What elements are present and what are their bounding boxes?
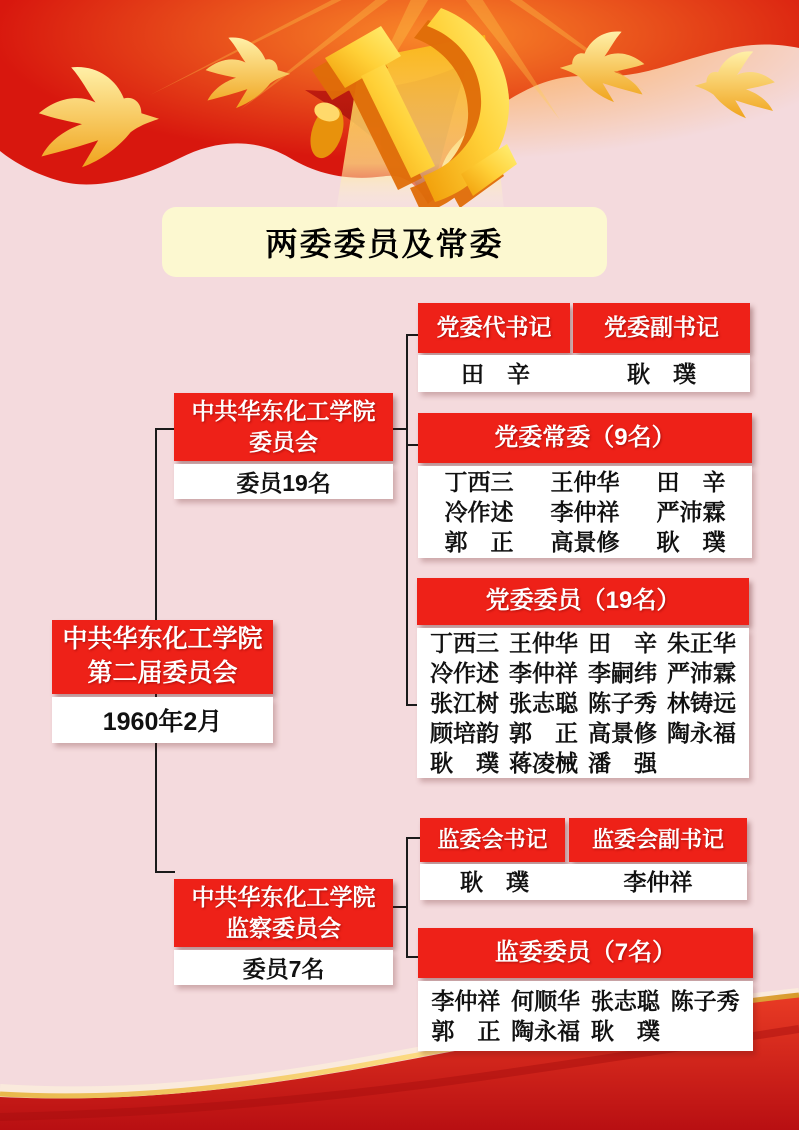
member-name: 陶永福 (667, 720, 736, 746)
member-name: 陈子秀 (588, 690, 657, 716)
page-title-text: 两委委员及常委 (265, 226, 504, 262)
party-standing-header (418, 413, 752, 463)
member-name: 朱正华 (667, 630, 736, 656)
member-name: 郭 正 (444, 529, 514, 555)
member-name: 严沛霖 (667, 660, 736, 686)
supervisory-secretary-header (420, 818, 565, 862)
party-secretaries-card (418, 303, 750, 392)
member-name: 丁西三 (430, 630, 499, 656)
member-name: 耿 璞 (590, 1018, 660, 1044)
supervisory-committee-line1: 中共华东化工学院 (191, 883, 376, 910)
party-committee-note-text: 委员19名 (236, 470, 331, 496)
red-flag-banner (0, 0, 799, 230)
connector-line (407, 837, 421, 839)
party-secretaries-names (418, 355, 750, 392)
supervisory-members-card (418, 928, 753, 1051)
party-acting-secretary-title: 党委代书记 (436, 314, 552, 341)
member-name: 何顺华 (511, 988, 581, 1014)
supervisory-deputy-secretary-title: 监委会副书记 (591, 827, 724, 853)
member-name: 田 辛 (656, 469, 726, 495)
member-name: 陈子秀 (670, 988, 740, 1014)
member-name: 王仲华 (550, 469, 620, 495)
root-committee-card (52, 620, 273, 743)
member-name: 陶永福 (511, 1018, 581, 1044)
supervisory-secretary-title: 监委会书记 (437, 827, 548, 853)
party-standing-card (418, 413, 752, 558)
supervisory-members-names (418, 981, 753, 1051)
party-committee-header (174, 393, 393, 461)
party-deputy-secretary-header (573, 303, 750, 353)
supervisory-secretaries-card (420, 818, 747, 900)
party-standing-title: 党委常委（9名） (494, 423, 676, 451)
root-committee-date (52, 697, 273, 743)
member-name: 林铸远 (667, 690, 736, 716)
member-name: 耿 璞 (656, 529, 726, 555)
root-committee-date-text: 1960年2月 (102, 708, 223, 736)
member-name: 李仲祥 (509, 660, 578, 686)
supervisory-deputy-secretary-header (569, 818, 747, 862)
party-standing-names (418, 466, 752, 558)
member-name: 冷作述 (430, 660, 499, 686)
party-acting-secretary-header (418, 303, 570, 353)
connector-line (156, 871, 175, 873)
supervisory-committee-card (174, 879, 393, 985)
supervisory-committee-header (174, 879, 393, 947)
member-name: 严沛霖 (656, 499, 726, 525)
page-title (162, 207, 607, 277)
member-name: 王仲华 (509, 630, 578, 656)
member-name: 耿 璞 (430, 750, 499, 776)
member-name: 冷作述 (444, 499, 514, 525)
root-committee-header (52, 620, 273, 694)
party-members-names (417, 628, 749, 778)
member-name: 张江树 (430, 690, 499, 716)
supervisory-committee-note (174, 950, 393, 985)
party-deputy-secretary-title: 党委副书记 (604, 314, 719, 341)
supervisory-committee-note-text: 委员7名 (242, 956, 325, 982)
member-name: 张志聪 (509, 690, 578, 716)
member-name: 郭 正 (431, 1018, 501, 1044)
member-name: 田 辛 (461, 360, 530, 387)
root-committee-line2: 第二届委员会 (87, 659, 238, 687)
member-name: 田 辛 (588, 630, 657, 656)
supervisory-members-title: 监委委员（7名） (494, 938, 677, 966)
member-name: 李仲祥 (431, 988, 501, 1014)
party-committee-line1: 中共华东化工学院 (191, 397, 376, 424)
party-committee-line2: 委员会 (249, 429, 318, 455)
member-name: 李嗣纬 (588, 660, 657, 686)
member-name: 蒋凌械 (509, 750, 578, 776)
party-members-card (417, 578, 749, 778)
connector-line (156, 428, 175, 430)
member-name: 张志聪 (590, 988, 660, 1014)
member-name: 耿 璞 (627, 360, 696, 387)
supervisory-secretaries-names (420, 864, 747, 900)
member-name: 郭 正 (509, 720, 578, 746)
party-committee-card (174, 393, 393, 499)
connector-line (406, 334, 408, 706)
party-members-title: 党委委员（19名） (485, 587, 681, 615)
member-name: 李仲祥 (623, 869, 693, 895)
member-name: 潘 强 (588, 750, 657, 776)
supervisory-members-header (418, 928, 753, 978)
party-committee-note (174, 464, 393, 499)
member-name: 高景修 (588, 720, 657, 746)
supervisory-committee-line2: 监察委员会 (226, 915, 341, 941)
root-committee-line1: 中共华东化工学院 (62, 625, 263, 654)
member-name: 耿 璞 (460, 869, 529, 895)
member-name: 丁西三 (444, 469, 514, 495)
member-name: 顾培韵 (430, 720, 499, 746)
member-name: 李仲祥 (550, 499, 620, 525)
party-members-header (417, 578, 749, 625)
member-name: 高景修 (550, 529, 620, 555)
connector-line (406, 837, 408, 958)
